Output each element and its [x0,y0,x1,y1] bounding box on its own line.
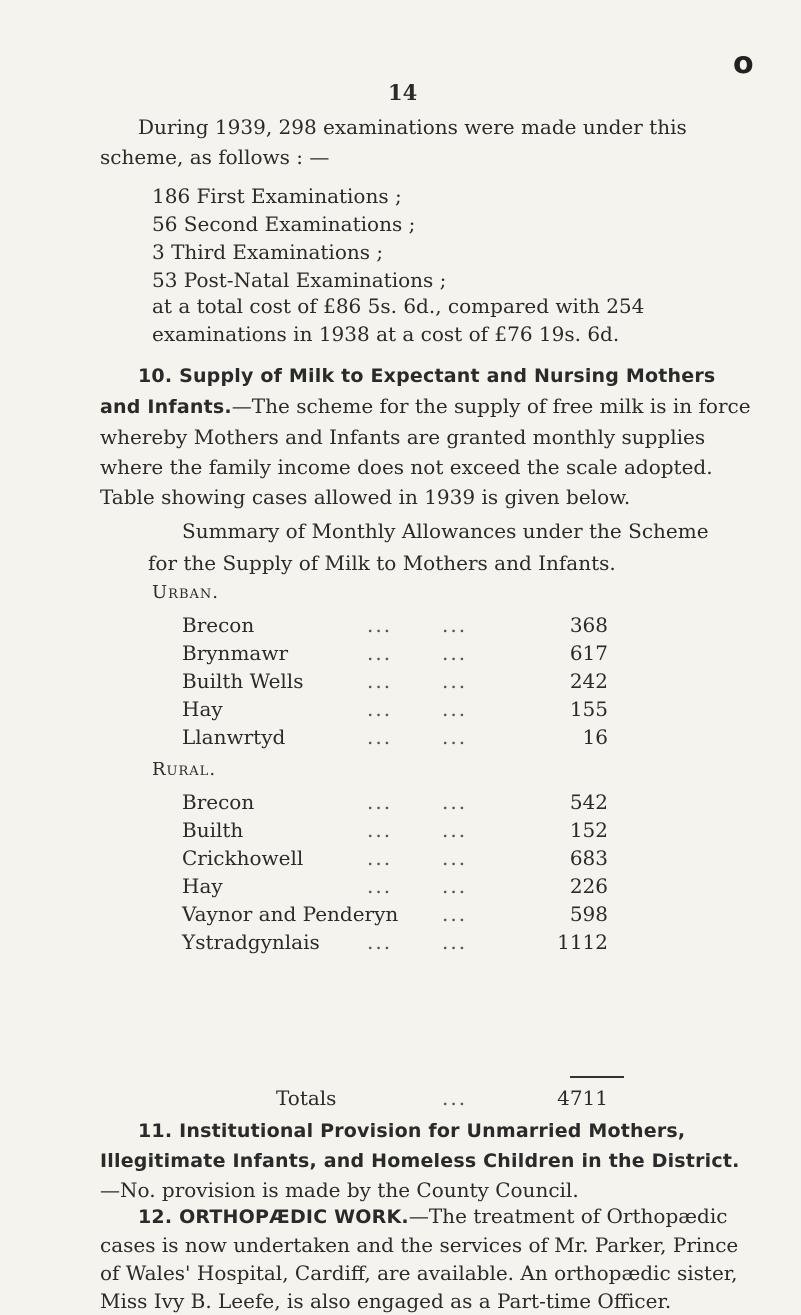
leader-dots: ... [442,613,468,637]
allowance-value: 226 [569,874,608,898]
district-name: Brynmawr [182,641,289,665]
totals-row [182,1086,622,1112]
totals-label: Totals [276,1086,337,1110]
leader-dots: ... [442,902,468,926]
allowance-value: 242 [569,669,608,693]
exam-item-first: 186 First Examinations ; [152,184,402,208]
leader-dots: ... [442,846,468,870]
table-row [182,818,622,844]
leader-dots: ... [442,930,468,954]
allowance-value: 155 [569,697,608,721]
allowance-value: 1112 [557,930,608,954]
section-10-body: —The scheme for the supply of free milk is in force whereby Mothers and Infants are granted monthly supplies where the family income does not exceed the scale adopted. Table showing cases allowed in 1939 is given below. [100,394,751,509]
leader-dots: ... [442,669,468,693]
section-12-body: —The treatment of Orthopædic cases is now undertaken and the services of Mr. Parker, Prince of Wales' Hospital, Cardiff, are available. An orthopædic sister, Miss Ivy B. Leefe, is also engaged as a Part-time Officer. [100,1204,739,1313]
district-name: Brecon [182,790,255,814]
table-row [182,790,622,816]
leader-dots: ... [367,613,393,637]
leader-dots: ... [367,874,393,898]
cost-paragraph: at a total cost of £86 5s. 6d., compared with 254 examinations in 1938 at a cost of £76 19s. 6d. [152,294,645,346]
table-row [182,613,622,639]
allowance-value: 368 [569,613,608,637]
leader-dots: ... [367,930,393,954]
table-row [182,697,622,723]
exam-item-second: 56 Second Examinations ; [152,212,416,236]
district-name: Ystradgynlais [182,930,320,954]
table-row [182,846,622,872]
exam-item-post-natal: 53 Post-Natal Examinations ; [152,268,447,292]
leader-dots: ... [442,697,468,721]
leader-dots: ... [442,725,468,749]
leader-dots: ... [442,641,468,665]
table-row [182,902,622,928]
allowance-value: 542 [569,790,608,814]
district-name: Vaynor and Penderyn [182,902,399,926]
totals-value: 4711 [557,1086,608,1110]
allowance-value: 152 [569,818,608,842]
leader-dots: ... [442,818,468,842]
allowance-value: 617 [569,641,608,665]
rural-label: Rural. [152,759,217,780]
leader-dots: ... [442,874,468,898]
district-name: Crickhowell [182,846,304,870]
allowance-value: 598 [569,902,608,926]
allowance-value: 16 [582,725,608,749]
district-name: Hay [182,697,223,721]
section-12 [100,1202,756,1315]
leader-dots: ... [442,790,468,814]
leader-dots: ... [367,697,393,721]
urban-label: Urban. [152,582,219,603]
leader-dots: ... [367,725,393,749]
leader-dots: ... [367,790,393,814]
district-name: Hay [182,874,223,898]
table-title-line-2: for the Supply of Milk to Mothers and Infants. [148,551,616,575]
district-name: Builth Wells [182,669,304,693]
leader-dots: ... [367,669,393,693]
allowance-value: 683 [569,846,608,870]
table-row [182,874,622,900]
leader-dots: ... [367,818,393,842]
table-row [182,725,622,751]
intro-paragraph: During 1939, 298 examinations were made under this scheme, as follows : — [100,115,687,169]
section-11-heading: 11. Institutional Provision for Unmarried Mothers, Illegitimate Infants, and Homeless Children in the District. [100,1120,740,1172]
section-12-heading: 12. ORTHOPÆDIC WORK. [138,1206,409,1228]
district-name: Llanwrtyd [182,725,286,749]
leader-dots: ... [442,1086,468,1110]
section-11 [100,1116,756,1205]
district-name: Builth [182,818,244,842]
section-10 [100,360,756,512]
page-number: 14 [388,80,418,105]
section-11-body: —No. provision is made by the County Council. [100,1178,579,1202]
exam-item-third: 3 Third Examinations ; [152,240,384,264]
leader-dots: ... [367,846,393,870]
corner-mark: ο [733,46,754,81]
district-name: Brecon [182,613,255,637]
table-row [182,641,622,667]
table-row [182,669,622,695]
section-10-heading: 10. Supply of Milk to Expectant and Nursing Mothers and Infants. [100,365,716,418]
table-row [182,930,622,956]
leader-dots: ... [367,641,393,665]
totals-rule [570,1076,624,1078]
table-title-line-1: Summary of Monthly Allowances under the Scheme [182,519,709,543]
